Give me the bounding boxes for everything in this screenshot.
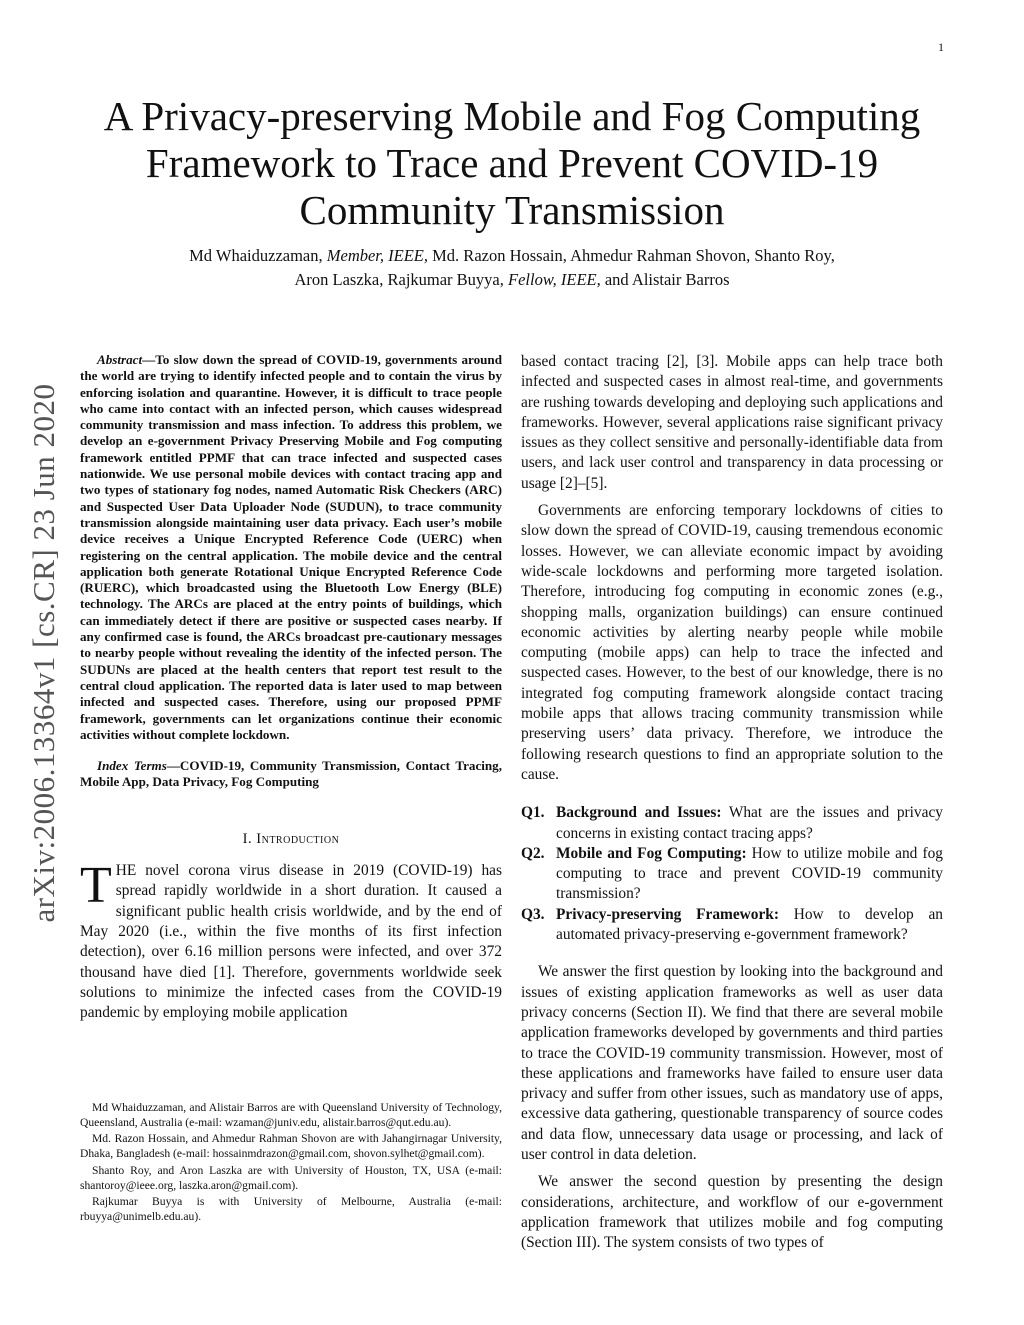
drop-cap: T (80, 857, 112, 915)
index-terms-text: —COVID-19, Community Transmission, Contact Tracing, Mobile App, Data Privacy, Fog Computing (80, 758, 502, 790)
author-line: Aron Laszka, Rajkumar Buyya, Fellow, IEEE, and Alistair Barros (294, 270, 730, 289)
abstract-label: Abstract (97, 352, 143, 367)
research-question: Q1. Background and Issues: What are the issues and privacy concerns in existing contact tracing apps? (521, 804, 943, 842)
left-column (80, 352, 502, 1023)
research-question: Q2. Mobile and Fog Computing: How to utilize mobile and fog computing to trace and prevent COVID-19 community transmission? (521, 844, 943, 903)
index-terms (80, 758, 502, 791)
author-list (80, 244, 944, 292)
body-paragraph: We answer the first question by looking into the background and issues of existing application frameworks as well as user data privacy concerns (Section II). We find that there are several mobile application frameworks developed by governments and third parties to trace the COVID-19 community transmission. However, most of these applications and frameworks have failed to ensure user data privacy and suffer from other issues, such as mandatory use of apps, excessive data gathering, questionable transparency of source codes and data flow, unnecessary data usage or processing, and lack of user control in data deletion. (521, 963, 943, 1163)
research-question: Q3. Privacy-preserving Framework: How to develop an automated privacy-preserving e-government framework? (521, 905, 943, 944)
title-line: Community Transmission (299, 187, 725, 233)
title-line: A Privacy-preserving Mobile and Fog Computing (103, 93, 921, 139)
paper-title (80, 93, 944, 234)
abstract-text: —To slow down the spread of COVID-19, governments around the world are trying to identify infected people and to contain the virus by enforcing isolation and quarantine. However, it is difficult to trace people who came into contact with an infected person, which causes widespread community transmission and mass infection. To address this problem, we develop an e-government Privacy Preserving Mobile and Fog computing framework entitled PPMF that can trace infected and suspected cases nationwide. We use personal mobile devices with contact tracing app and two types of stationary fog nodes, named Automatic Risk Checkers (ARC) and Suspected User Data Uploader Node (SUDUN), to trace community transmission alongside maintaining user data privacy. Each user’s mobile device receives a Unique Encrypted Reference Code (UERC) when registering on the central application. The mobile device and the central application both generate Rotational Unique Encrypted Reference Code (RUERC), which broadcasted using the Bluetooth Low Energy (BLE) technology. The ARCs are placed at the entry points of buildings, which can immediately detect if there are positive or suspected cases nearby. If any confirmed case is found, the ARCs broadcast pre-cautionary messages to nearby people without revealing the identity of the infected person. The SUDUNs are placed at the health centers that report test result to the central cloud application. The reported data is later used to map between infected and suspected cases. Therefore, using our proposed PPMF framework, governments can let organizations continue their economic activities without complete lockdown. (80, 352, 502, 742)
footnote: Md. Razon Hossain, and Ahmedur Rahman Shovon are with Jahangirnagar University, Dhaka, Bangladesh (e-mail: hossainmdrazon@gmail.com, shovon.sylhet@gmail.com). (80, 1132, 502, 1161)
research-questions (521, 803, 943, 945)
footnotes (80, 1101, 502, 1227)
index-terms-label: Index Terms (97, 758, 167, 774)
footnote: Md Whaiduzzaman, and Alistair Barros are with Queensland University of Technology, Queensland, Australia (e-mail: wzaman@juniv.edu, alistair.barros@qut.edu.au). (80, 1101, 502, 1129)
right-column (521, 352, 943, 1253)
author-line: Md Whaiduzzaman, Member, IEEE, Md. Razon Hossain, Ahmedur Rahman Shovon, Shanto Roy, (189, 246, 835, 265)
body-paragraph: based contact tracing [2], [3]. Mobile apps can help trace both infected and suspected cases in almost real-time, and governments are rushing towards developing and deploying such applications and frameworks. However, several applications raise significant privacy issues as they collect sensitive and personally-identifiable data from users, and lack user control and transparency in data processing or usage [2]–[5]. (521, 353, 943, 492)
section-heading: I. Introduction (242, 830, 340, 847)
abstract (80, 352, 502, 743)
body-paragraph: Governments are enforcing temporary lockdowns of cities to slow down the spread of COVID-19, causing tremendous economic losses. However, we can alleviate economic impact by avoiding wide-scale lockdowns and performing more targeted isolation. Therefore, introducing fog computing in economic zones (e.g., shopping malls, organization buildings) can ensure continued economic activities by alerting nearby people while mobile computing (mobile apps) can help to trace the infected and suspected cases. However, to the best of our knowledge, there is no integrated fog computing framework alongside contact tracing mobile apps that allows tracing community transmission while preserving users’ data privacy. Therefore, we introduce the following research questions to find an appropriate solution to the cause. (521, 502, 943, 783)
intro-paragraph: THE novel corona virus disease in 2019 (COVID-19) has spread rapidly worldwide in a short duration. It caused a significant public health crisis worldwide, and by the end of May 2020 (i.e., within the five months of its first infection detection), over 6.16 million persons were infected, and over 372 thousand have died [1]. Therefore, governments worldwide seek solutions to minimize the infected cases from the COVID-19 pandemic by employing mobile application (80, 857, 502, 1022)
body-paragraph: We answer the second question by presenting the design considerations, architecture, and workflow of our e-government application framework that utilizes mobile and fog computing (Section III). The system consists of two types of (521, 1173, 943, 1252)
footnote: Rajkumar Buyya is with University of Melbourne, Australia (e-mail: rbuyya@unimelb.edu.au). (80, 1195, 502, 1223)
footnote: Shanto Roy, and Aron Laszka are with University of Houston, TX, USA (e-mail: shantoroy@ieee.org, laszka.aron@gmail.com). (80, 1163, 502, 1192)
section-heading-text: Introduction (256, 830, 340, 847)
arxiv-stamp-text: arXiv:2006.13364v1 [cs.CR] 23 Jun 2020 (26, 382, 61, 923)
title-line: Framework to Trace and Prevent COVID-19 (145, 140, 879, 186)
page-number: 1 (938, 40, 944, 54)
arxiv-stamp (14, 360, 74, 945)
